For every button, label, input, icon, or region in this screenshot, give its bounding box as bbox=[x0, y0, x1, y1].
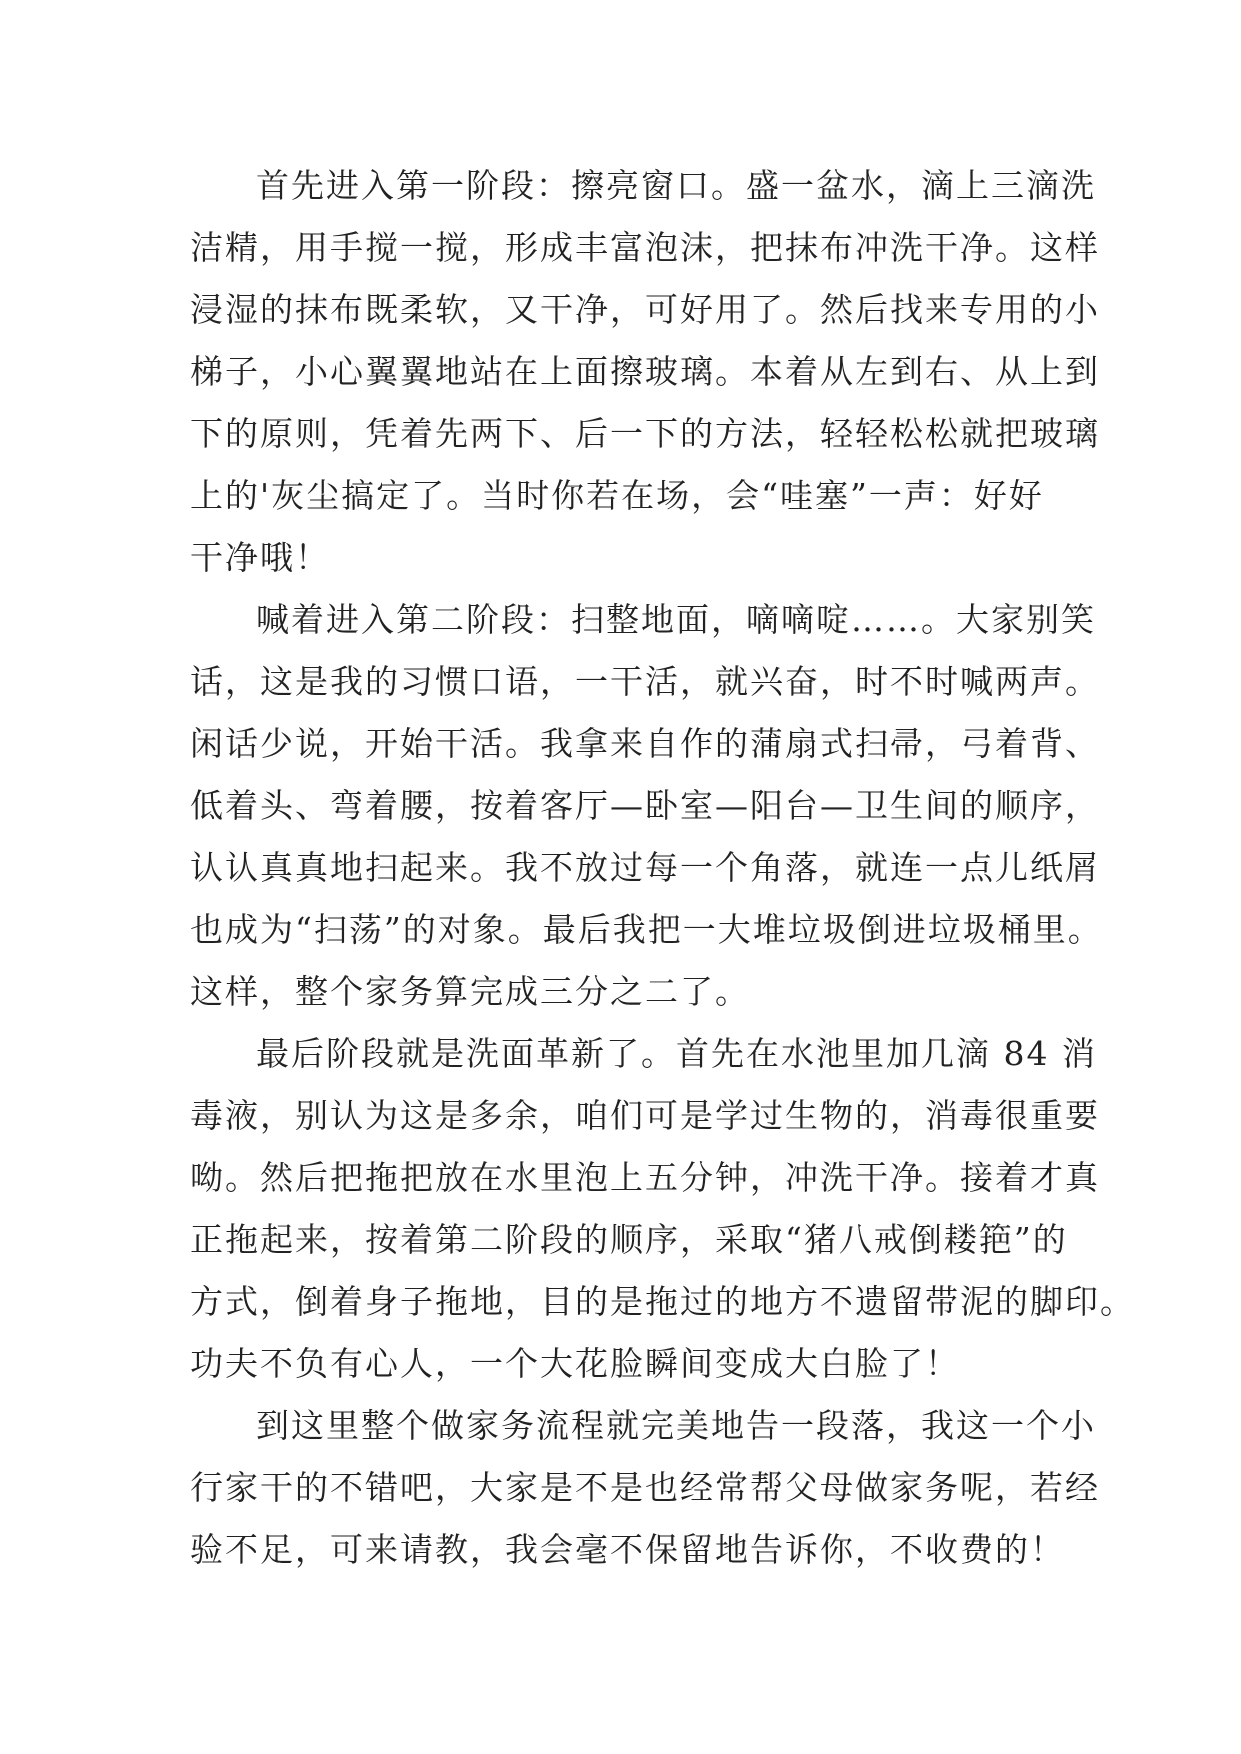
text-line: 下的原则，凭着先两下、后一下的方法，轻轻松松就把玻璃 bbox=[190, 414, 1100, 453]
text-line: 洁精，用手搅一搅，形成丰富泡沫，把抹布冲洗干净。这样 bbox=[190, 228, 1100, 267]
text-line: 干净哦！ bbox=[190, 538, 330, 577]
text-line: 行家干的不错吧，大家是不是也经常帮父母做家务呢，若经 bbox=[190, 1468, 1100, 1507]
text-line: 上的'灰尘搞定了。当时你若在场，会“哇塞”一声：好好 bbox=[190, 476, 1044, 515]
text-line: 浸湿的抹布既柔软，又干净，可好用了。然后找来专用的小 bbox=[190, 290, 1100, 329]
text-line: 正拖起来，按着第二阶段的顺序，采取“猪八戒倒耧筢”的 bbox=[190, 1220, 1068, 1259]
text-line: 毒液，别认为这是多余，咱们可是学过生物的，消毒很重要 bbox=[190, 1096, 1100, 1135]
text-line: 梯子，小心翼翼地站在上面擦玻璃。本着从左到右、从上到 bbox=[190, 352, 1100, 391]
paragraph-1 bbox=[190, 155, 1100, 589]
paragraph-3 bbox=[190, 1023, 1135, 1395]
paragraph-2 bbox=[190, 589, 1103, 1023]
text-line: 喊着进入第二阶段：扫整地面，嘀嘀啶……。大家别笑 bbox=[256, 600, 1096, 639]
document-body bbox=[190, 155, 1135, 1581]
text-line: 到这里整个做家务流程就完美地告一段落，我这一个小 bbox=[256, 1406, 1096, 1445]
text-line: 认认真真地扫起来。我不放过每一个角落，就连一点儿纸屑 bbox=[190, 848, 1100, 887]
text-line: 低着头、弯着腰，按着客厅—卧室—阳台—卫生间的顺序， bbox=[190, 786, 1100, 825]
text-line: 也成为“扫荡”的对象。最后我把一大堆垃圾倒进垃圾桶里。 bbox=[190, 910, 1103, 949]
text-line: 话，这是我的习惯口语，一干活，就兴奋，时不时喊两声。 bbox=[190, 662, 1100, 701]
text-line: 功夫不负有心人，一个大花脸瞬间变成大白脸了！ bbox=[190, 1344, 960, 1383]
text-line: 呦。然后把拖把放在水里泡上五分钟，冲洗干净。接着才真 bbox=[190, 1158, 1100, 1197]
text-line: 最后阶段就是洗面革新了。首先在水池里加几滴 84 消 bbox=[256, 1034, 1097, 1073]
text-line: 方式，倒着身子拖地，目的是拖过的地方不遗留带泥的脚印。 bbox=[190, 1282, 1135, 1321]
text-line: 这样，整个家务算完成三分之二了。 bbox=[190, 972, 750, 1011]
text-line: 闲话少说，开始干活。我拿来自作的蒲扇式扫帚，弓着背、 bbox=[190, 724, 1100, 763]
text-line: 首先进入第一阶段：擦亮窗口。盛一盆水，滴上三滴洗 bbox=[256, 166, 1096, 205]
text-line: 验不足，可来请教，我会毫不保留地告诉你，不收费的！ bbox=[190, 1530, 1065, 1569]
paragraph-4 bbox=[190, 1395, 1100, 1581]
